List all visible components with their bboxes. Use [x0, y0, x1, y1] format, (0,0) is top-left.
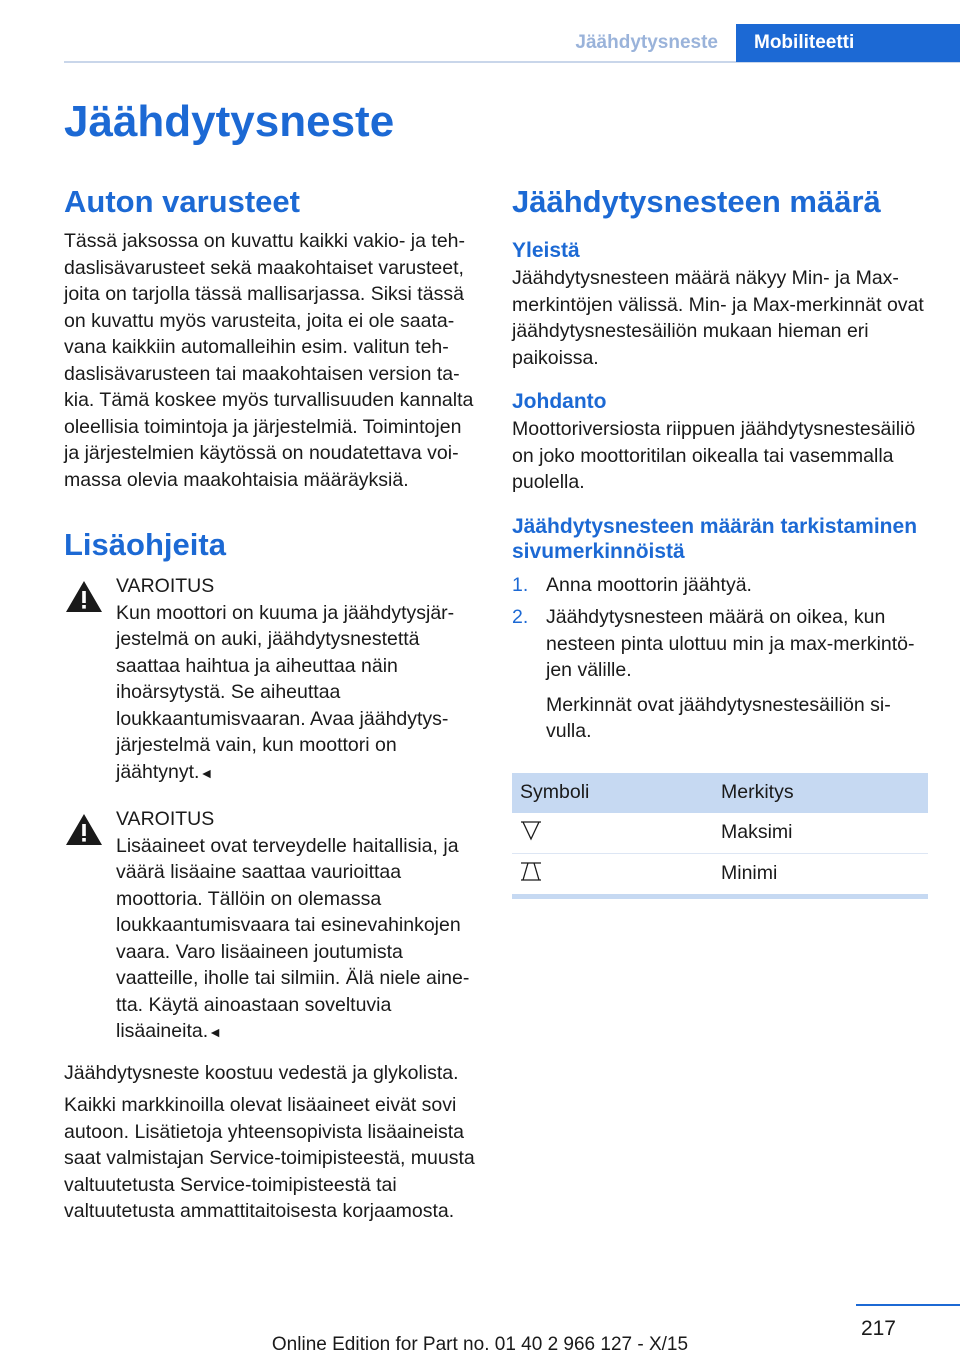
left-column	[64, 180, 480, 1225]
edition-footer: Online Edition for Part no. 01 40 2 966 127 - X/15	[271, 1334, 689, 1355]
page-number-rule	[856, 1304, 960, 1306]
warning-box-1	[64, 573, 480, 786]
step-number: 2.	[512, 606, 529, 628]
max-level-icon	[520, 819, 542, 841]
warning-text: Lisäaineet ovat terveydelle haitallisia, ja väärä lisäaine saattaa vaurioittaa moottoria. Tällöin on olemassa loukkaantumisvaara tai esinevahinkojen vaara. Varo lisäaineen joutumista vaatteille, iholle tai silmiin. Älä niele ainetta. Käytä ainoastaan soveltuvia lisäaineita.	[116, 834, 470, 1042]
check-heading: Jäähdytysnesteen määrän tarkistaminen sivumerkinnöistä	[512, 514, 918, 563]
additives-text: Kaikki markkinoilla olevat lisäaineet eivät sovi autoon. Lisätietoja yhteensopivista lisäaineista saat valmistajan Service-toimipisteestä, muusta valtuutetusta Service-toimipisteestä tai valtuutetusta ammattitaitoisesta korjaamosta.	[64, 1094, 475, 1222]
min-level-icon	[520, 860, 542, 882]
symbol-cell	[512, 813, 713, 854]
equipment-text: Tässä jaksossa on kuvattu kaikki vakio- ja tehdaslisävarusteet sekä maakohtaiset varusteet, joita on tarjolla tässä mallisarjassa. Siksi tässä on kuvattu myös varusteita, joita ei ole saatavana kaikkiin automalleihin esim. valitun tehdaslisävarusteen tai maakohtaisen version takia. Tämä koskee myös turvallisuuden kannalta oleellisia toimintoja ja järjestelmiä. Toimintojen ja järjestelmien käytössä on noudatettava voimassa olevia maakohtaisia määräyksiä.	[64, 230, 474, 491]
warning-triangle-icon	[64, 812, 104, 847]
list-item	[512, 604, 928, 684]
warning-body-wrap	[64, 833, 480, 1046]
symbol-table	[512, 773, 928, 894]
table-footer-bar	[512, 894, 928, 899]
column-header-meaning: Merkitys	[713, 773, 928, 813]
notes-heading: Lisäohjeita	[64, 527, 226, 562]
general-text: Jäähdytysnesteen määrä näkyy Min- ja Max-merkintöjen välissä. Min- ja Max-merkinnät ovat jäähdytysnestesäiliön mukaan hieman eri paikoissa.	[512, 267, 924, 369]
meaning-cell: Maksimi	[713, 813, 928, 854]
symbol-cell	[512, 853, 713, 894]
end-mark-icon: ◄	[208, 1024, 222, 1040]
table-header-row	[512, 773, 928, 813]
step-text: Anna moottorin jäähtyä.	[546, 573, 752, 596]
warning-box-2	[64, 806, 480, 1046]
step-note: Merkinnät ovat jäähdytysnestesäiliön sivulla.	[546, 693, 891, 742]
end-mark-icon: ◄	[199, 764, 214, 781]
warning-title: VAROITUS	[116, 808, 215, 830]
section-tab[interactable]: Jäähdytysneste	[575, 32, 718, 53]
steps-list	[512, 572, 928, 684]
equipment-heading: Auton varusteet	[64, 184, 300, 219]
table-row	[512, 853, 928, 894]
meaning-cell: Minimi	[721, 862, 778, 884]
composition-text: Jäähdytysneste koostuu vedestä ja glykolista.	[64, 1061, 459, 1084]
list-item	[512, 572, 928, 599]
page-title: Jäähdytysneste	[64, 97, 395, 146]
right-column	[512, 180, 928, 899]
chapter-tab[interactable]: Mobiliteetti	[736, 24, 960, 62]
step-text: Jäähdytysnesteen määrä on oikea, kun nesteen pinta ulottuu min ja max-merkintöjen välille.	[546, 606, 915, 681]
intro-heading: Johdanto	[512, 390, 607, 413]
table-row	[512, 813, 928, 854]
warning-title: VAROITUS	[116, 575, 215, 597]
general-heading: Yleistä	[512, 239, 580, 262]
warning-body-wrap	[64, 600, 480, 787]
warning-text: Kun moottori on kuuma ja jäähdytysjärjestelmä on auki, jäähdytysnestettä saattaa haihtua ja aiheuttaa näin ihoärsytystä. Se aiheuttaa loukkaantumisvaaran. Avaa jäähdytysjärjestelmä vain, kun moottori on jäähtynyt.	[116, 601, 455, 783]
page-number: 217	[860, 1317, 896, 1340]
column-header-symbol: Symboli	[512, 773, 713, 813]
coolant-level-heading: Jäähdytysnesteen määrä	[512, 184, 881, 219]
step-number: 1.	[512, 573, 529, 596]
intro-text: Moottoriversiosta riippuen jäähdytysnestesäiliö on joko moottoritilan oikealla tai vasemmalla puolella.	[512, 418, 916, 493]
warning-triangle-icon	[64, 579, 104, 614]
